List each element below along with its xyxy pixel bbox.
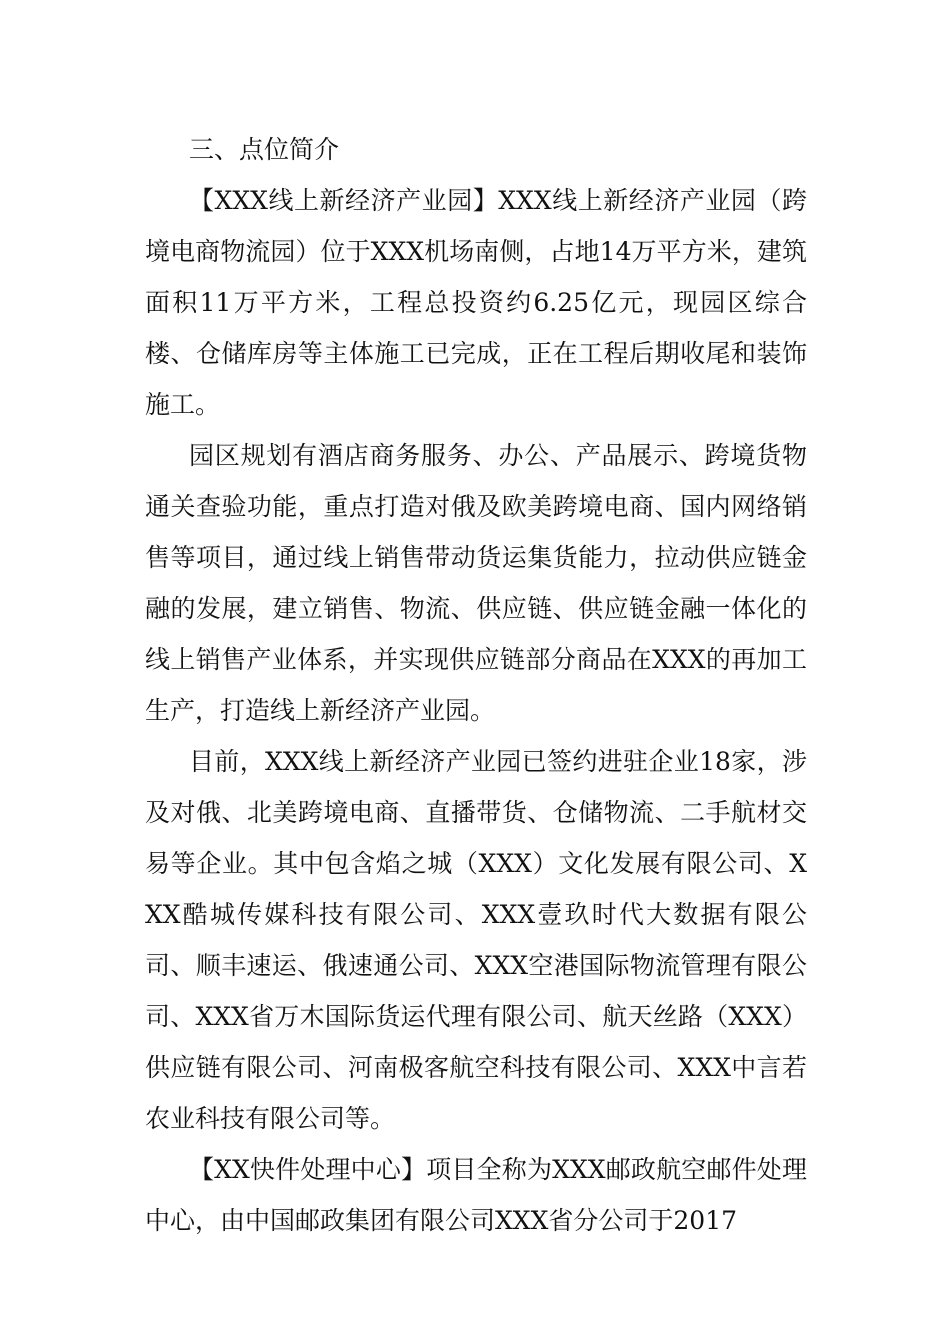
paragraph-park-planning: 园区规划有酒店商务服务、办公、产品展示、跨境货物通关查验功能，重点打造对俄及欧美跨境电商、国内网络销售等项目，通过线上销售带动货运集货能力，拉动供应链金融的发展，建立销售、物流、供应链、供应链金融一体化的线上销售产业体系，并实现供应链部分商品在XXX的再加工生产，打造线上新经济产业园。 <box>145 441 807 725</box>
paragraph-signed-companies: 目前，XXX线上新经济产业园已签约进驻企业18家，涉及对俄、北美跨境电商、直播带货、仓储物流、二手航材交易等企业。其中包含焰之城（XXX）文化发展有限公司、XXX酷城传媒科技有限公司、XXX壹玖时代大数据有限公司、顺丰速运、俄速通公司、XXX空港国际物流管理有限公司、XXX省万木国际货运代理有限公司、航天丝路（XXX）供应链有限公司、河南极客航空科技有限公司、XXX中言若农业科技有限公司等。 <box>145 747 807 1133</box>
section-heading: 三、点位简介 <box>189 135 340 164</box>
paragraph-express-center: 【XX快件处理中心】项目全称为XXX邮政航空邮件处理中心，由中国邮政集团有限公司XXX省分公司于2017 <box>145 1155 807 1235</box>
paragraph-industrial-park-intro: 【XXX线上新经济产业园】XXX线上新经济产业园（跨境电商物流园）位于XXX机场南侧，占地14万平方米，建筑面积11万平方米，工程总投资约6.25亿元，现园区综合楼、仓储库房等主体施工已完成，正在工程后期收尾和装饰施工。 <box>145 186 807 419</box>
document-body <box>145 124 807 1246</box>
